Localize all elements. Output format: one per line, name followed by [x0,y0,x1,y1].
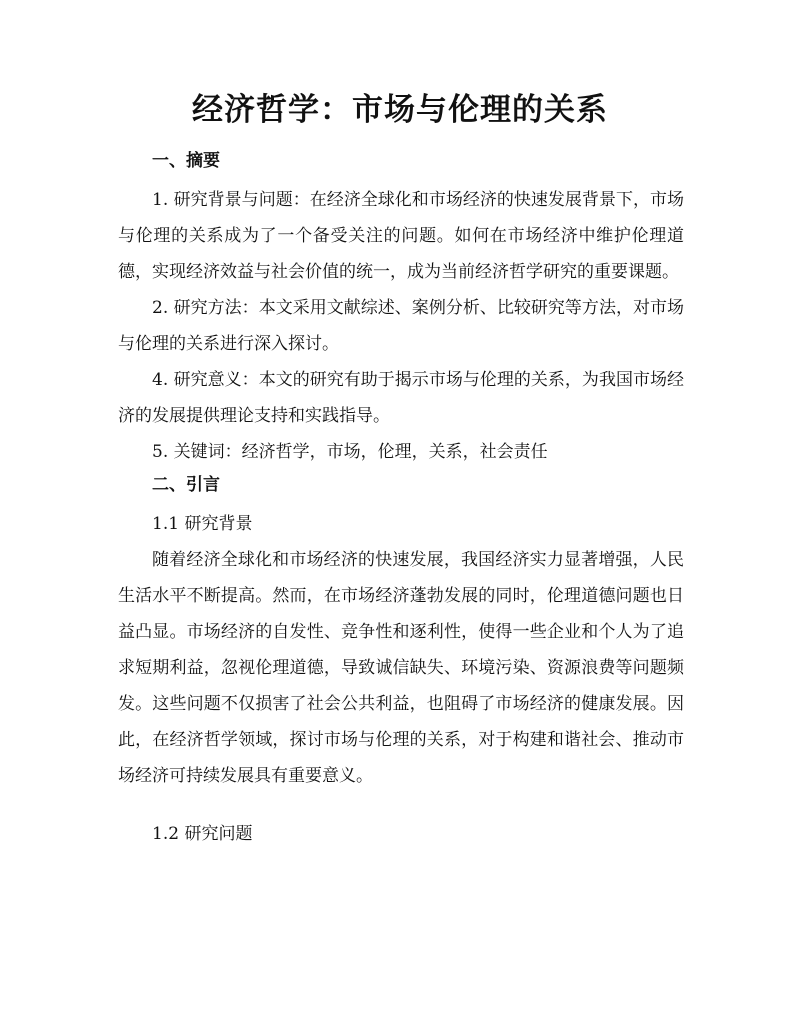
abstract-item-significance: 4. 研究意义：本文的研究有助于揭示市场与伦理的关系，为我国市场经济的发展提供理论支持和实践指导。 [118,370,684,426]
section-heading-abstract: 一、摘要 [152,151,220,171]
document-body [118,146,684,852]
subsection-title-background: 1.1 研究背景 [152,514,253,534]
document-title: 经济哲学：市场与伦理的关系 [192,92,608,128]
section-heading-introduction: 二、引言 [152,475,220,495]
abstract-item-background: 1. 研究背景与问题：在经济全球化和市场经济的快速发展背景下，市场与伦理的关系成为了一个备受关注的问题。如何在市场经济中维护伦理道德，实现经济效益与社会价值的统一，成为当前经济哲学研究的重要课题。 [118,190,684,282]
subsection-title-question: 1.2 研究问题 [152,824,253,844]
abstract-item-keywords: 5. 关键词：经济哲学，市场，伦理，关系，社会责任 [152,442,548,462]
subsection-text-background: 随着经济全球化和市场经济的快速发展，我国经济实力显著增强，人民生活水平不断提高。然而，在市场经济蓬勃发展的同时，伦理道德问题也日益凸显。市场经济的自发性、竞争性和逐利性，使得一些企业和个人为了追求短期利益，忽视伦理道德，导致诚信缺失、环境污染、资源浪费等问题频发。这些问题不仅损害了社会公共利益，也阻碍了市场经济的健康发展。因此，在经济哲学领域，探讨市场与伦理的关系，对于构建和谐社会、推动市场经济可持续发展具有重要意义。 [118,550,684,786]
abstract-item-method: 2. 研究方法：本文采用文献综述、案例分析、比较研究等方法，对市场与伦理的关系进行深入探讨。 [118,298,684,354]
